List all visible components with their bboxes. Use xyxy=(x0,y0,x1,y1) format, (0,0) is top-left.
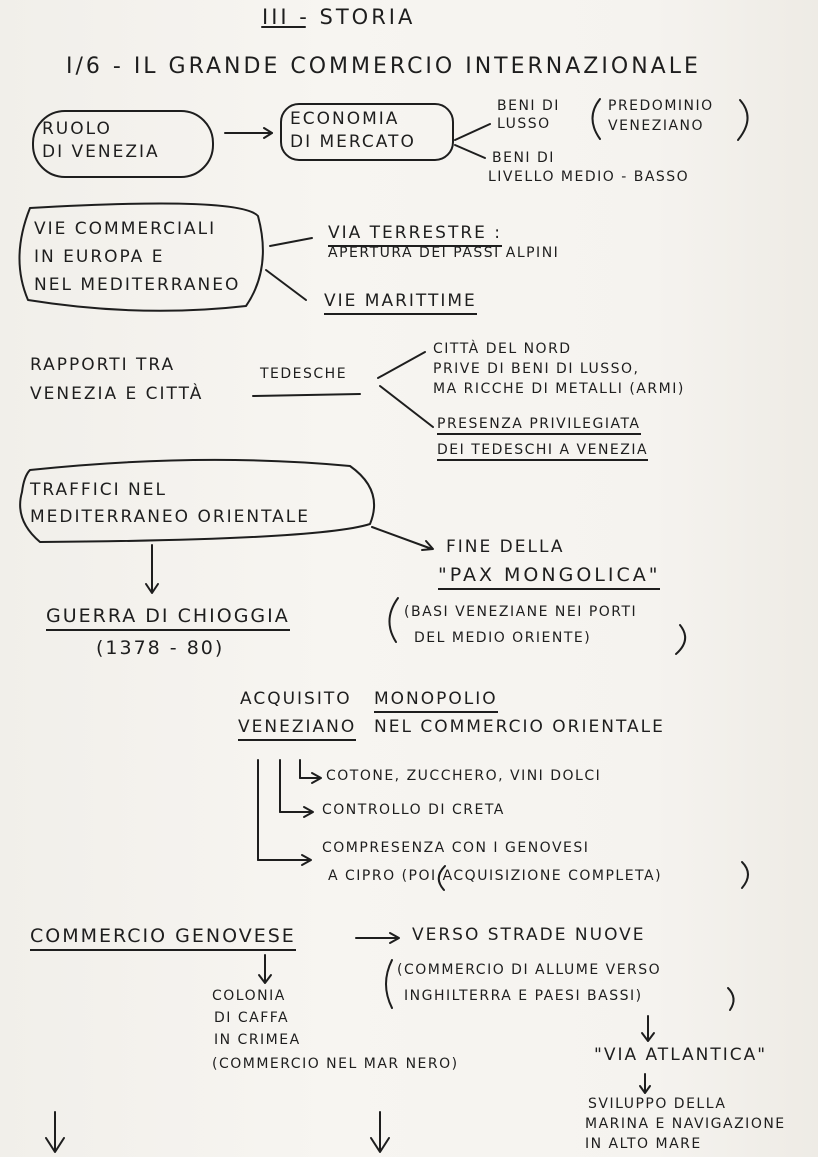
commercio-genovese: COMMERCIO GENOVESE xyxy=(30,926,296,951)
guerra-chioggia: GUERRA DI CHIOGGIA xyxy=(46,606,290,631)
basi-line-1: (BASI VENEZIANE NEI PORTI xyxy=(404,604,638,620)
rapporti-line-2: VENEZIA E CITTÀ xyxy=(30,384,204,404)
presenza-2: DEI TEDESCHI A VENEZIA xyxy=(437,442,648,461)
basi-line-2: DEL MEDIO ORIENTE) xyxy=(414,630,592,646)
colonia-line-4: (COMMERCIO NEL MAR NERO) xyxy=(212,1056,459,1072)
citta-nord-2: PRIVE DI BENI DI LUSSO, xyxy=(433,361,640,377)
economia-line-2: DI MERCATO xyxy=(290,132,416,152)
section-heading: III - STORIA xyxy=(262,5,416,29)
ruolo-line-2: DI VENEZIA xyxy=(42,142,160,162)
colonia-line-2: DI CAFFA xyxy=(214,1010,290,1026)
tedesche: TEDESCHE xyxy=(260,366,348,382)
colonia-line-1: COLONIA xyxy=(212,988,286,1004)
allume-line-2: INGHILTERRA E PAESI BASSI) xyxy=(404,988,643,1004)
item-creta: CONTROLLO DI CRETA xyxy=(322,802,505,818)
vie-marittime: VIE MARITTIME xyxy=(324,292,477,315)
economia-line-1: ECONOMIA xyxy=(290,109,400,129)
sviluppo-line-3: IN ALTO MARE xyxy=(585,1136,702,1152)
beni-lusso-line-2: LUSSO xyxy=(497,116,551,132)
passi-alpini: APERTURA DEI PASSI ALPINI xyxy=(328,245,560,261)
via-terrestre: VIA TERRESTRE : xyxy=(328,224,502,247)
pax-mongolica: "PAX MONGOLICA" xyxy=(438,565,660,590)
beni-lusso-line-1: BENI DI xyxy=(497,98,560,114)
presenza-1: PRESENZA PRIVILEGIATA xyxy=(437,416,641,435)
beni-medio-line-2: LIVELLO MEDIO - BASSO xyxy=(488,169,690,185)
beni-medio-line-1: BENI DI xyxy=(492,150,555,166)
guerra-years: (1378 - 80) xyxy=(96,637,225,659)
fine-della: FINE DELLA xyxy=(446,537,565,557)
citta-nord-3: MA RICCHE DI METALLI (ARMI) xyxy=(433,381,685,397)
veneziano-label: VENEZIANO xyxy=(238,718,356,741)
colonia-line-3: IN CRIMEA xyxy=(214,1032,301,1048)
rapporti-line-1: RAPPORTI TRA xyxy=(30,355,176,375)
item-cipro: A CIPRO (POI ACQUISIZIONE COMPLETA) xyxy=(328,868,663,884)
sviluppo-line-2: MARINA E NAVIGAZIONE xyxy=(585,1116,786,1132)
item-cotone: COTONE, ZUCCHERO, VINI DOLCI xyxy=(326,768,602,784)
sviluppo-line-1: SVILUPPO DELLA xyxy=(588,1096,727,1112)
allume-line-1: (COMMERCIO DI ALLUME VERSO xyxy=(397,962,662,978)
vie-line-3: NEL MEDITERRANEO xyxy=(34,275,241,295)
citta-nord-1: CITTÀ DEL NORD xyxy=(433,341,572,357)
via-atlantica: "VIA ATLANTICA" xyxy=(594,1045,768,1065)
predominio-line-2: VENEZIANO xyxy=(608,118,705,134)
monopolio-label: MONOPOLIO xyxy=(374,690,498,713)
vie-line-2: IN EUROPA E xyxy=(34,247,165,267)
commercio-orientale: NEL COMMERCIO ORIENTALE xyxy=(374,717,665,737)
ruolo-line-1: RUOLO xyxy=(42,119,112,139)
predominio-line-1: PREDOMINIO xyxy=(608,98,714,114)
traffici-line-1: TRAFFICI NEL xyxy=(30,480,167,500)
item-compresenza: COMPRESENZA CON I GENOVESI xyxy=(322,840,590,856)
traffici-line-2: MEDITERRANEO ORIENTALE xyxy=(30,507,311,527)
vie-line-1: VIE COMMERCIALI xyxy=(34,219,217,239)
acquisito-label: ACQUISITO xyxy=(240,689,352,709)
strade-nuove: VERSO STRADE NUOVE xyxy=(412,925,646,945)
page-title: I/6 - IL GRANDE COMMERCIO INTERNAZIONALE xyxy=(66,54,701,79)
